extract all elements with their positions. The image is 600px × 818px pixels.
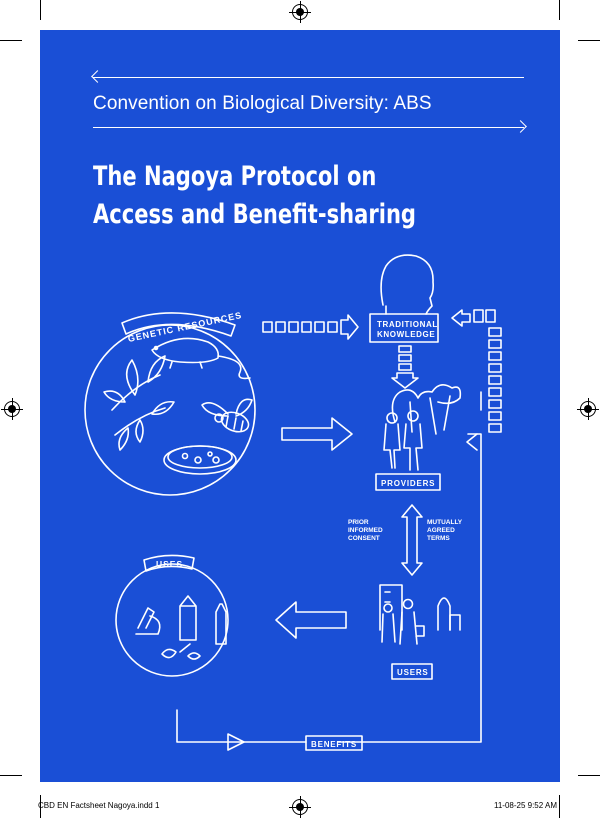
title-line-2: Access and Benefit-sharing bbox=[93, 199, 417, 230]
footer-file-name: CBD EN Factsheet Nagoya.indd 1 bbox=[38, 801, 160, 810]
genetic-resources-label: GENETIC RESOURCES bbox=[126, 309, 244, 344]
head-icon bbox=[381, 255, 433, 314]
pic-label-2: INFORMED bbox=[348, 527, 383, 534]
traditional-knowledge-label-1: TRADITIONAL bbox=[377, 320, 438, 329]
cover-page bbox=[40, 30, 560, 782]
dashed-arrow-tk-providers bbox=[392, 346, 418, 388]
abs-diagram bbox=[40, 30, 560, 782]
dashed-arrow-into-tk bbox=[452, 310, 501, 432]
benefits-loop-arrow bbox=[177, 392, 481, 750]
registration-mark-icon bbox=[292, 799, 308, 815]
mat-label-3: TERMS bbox=[427, 535, 450, 542]
rat-icon bbox=[152, 338, 250, 378]
registration-mark-icon bbox=[580, 401, 596, 417]
pills-icon bbox=[162, 644, 200, 659]
plant-icon bbox=[104, 356, 174, 450]
traditional-knowledge-label-2: KNOWLEDGE bbox=[377, 330, 436, 339]
providers-people-icon bbox=[384, 385, 460, 470]
registration-mark-icon bbox=[292, 4, 308, 20]
arrow-to-providers bbox=[282, 418, 352, 450]
milk-carton-icon bbox=[180, 596, 196, 640]
genetic-resources-circle bbox=[85, 310, 255, 495]
benefits-label: BENEFITS bbox=[311, 740, 357, 749]
petri-dish-icon bbox=[164, 446, 236, 474]
crop-mark bbox=[578, 40, 600, 41]
mat-label-1: MUTUALLY bbox=[427, 519, 463, 526]
uses-label: USES bbox=[156, 559, 184, 569]
users-city-icon bbox=[380, 585, 460, 644]
series-title: Convention on Biological Diversity: ABS bbox=[93, 93, 432, 114]
crop-mark bbox=[559, 795, 560, 818]
users-label: USERS bbox=[397, 668, 429, 677]
crop-mark bbox=[0, 775, 22, 776]
pic-label-1: PRIOR bbox=[348, 519, 369, 526]
providers-label: PROVIDERS bbox=[381, 479, 436, 488]
crop-mark bbox=[40, 0, 41, 20]
bee-icon bbox=[202, 399, 252, 435]
crop-mark bbox=[0, 40, 22, 41]
pic-label-3: CONSENT bbox=[348, 535, 380, 542]
title-line-1: The Nagoya Protocol on bbox=[93, 161, 377, 192]
registration-mark-icon bbox=[4, 401, 20, 417]
footer-date: 11-08-25 9:52 AM bbox=[493, 801, 557, 810]
microscope-icon bbox=[136, 608, 160, 634]
mat-label-2: AGREED bbox=[427, 527, 455, 534]
double-arrow-pic-mat bbox=[402, 505, 422, 575]
crop-mark bbox=[578, 775, 600, 776]
dashed-arrow-to-tk bbox=[263, 315, 358, 339]
uses-circle bbox=[116, 555, 228, 676]
arrow-to-uses bbox=[276, 602, 346, 638]
crop-mark bbox=[559, 0, 560, 20]
